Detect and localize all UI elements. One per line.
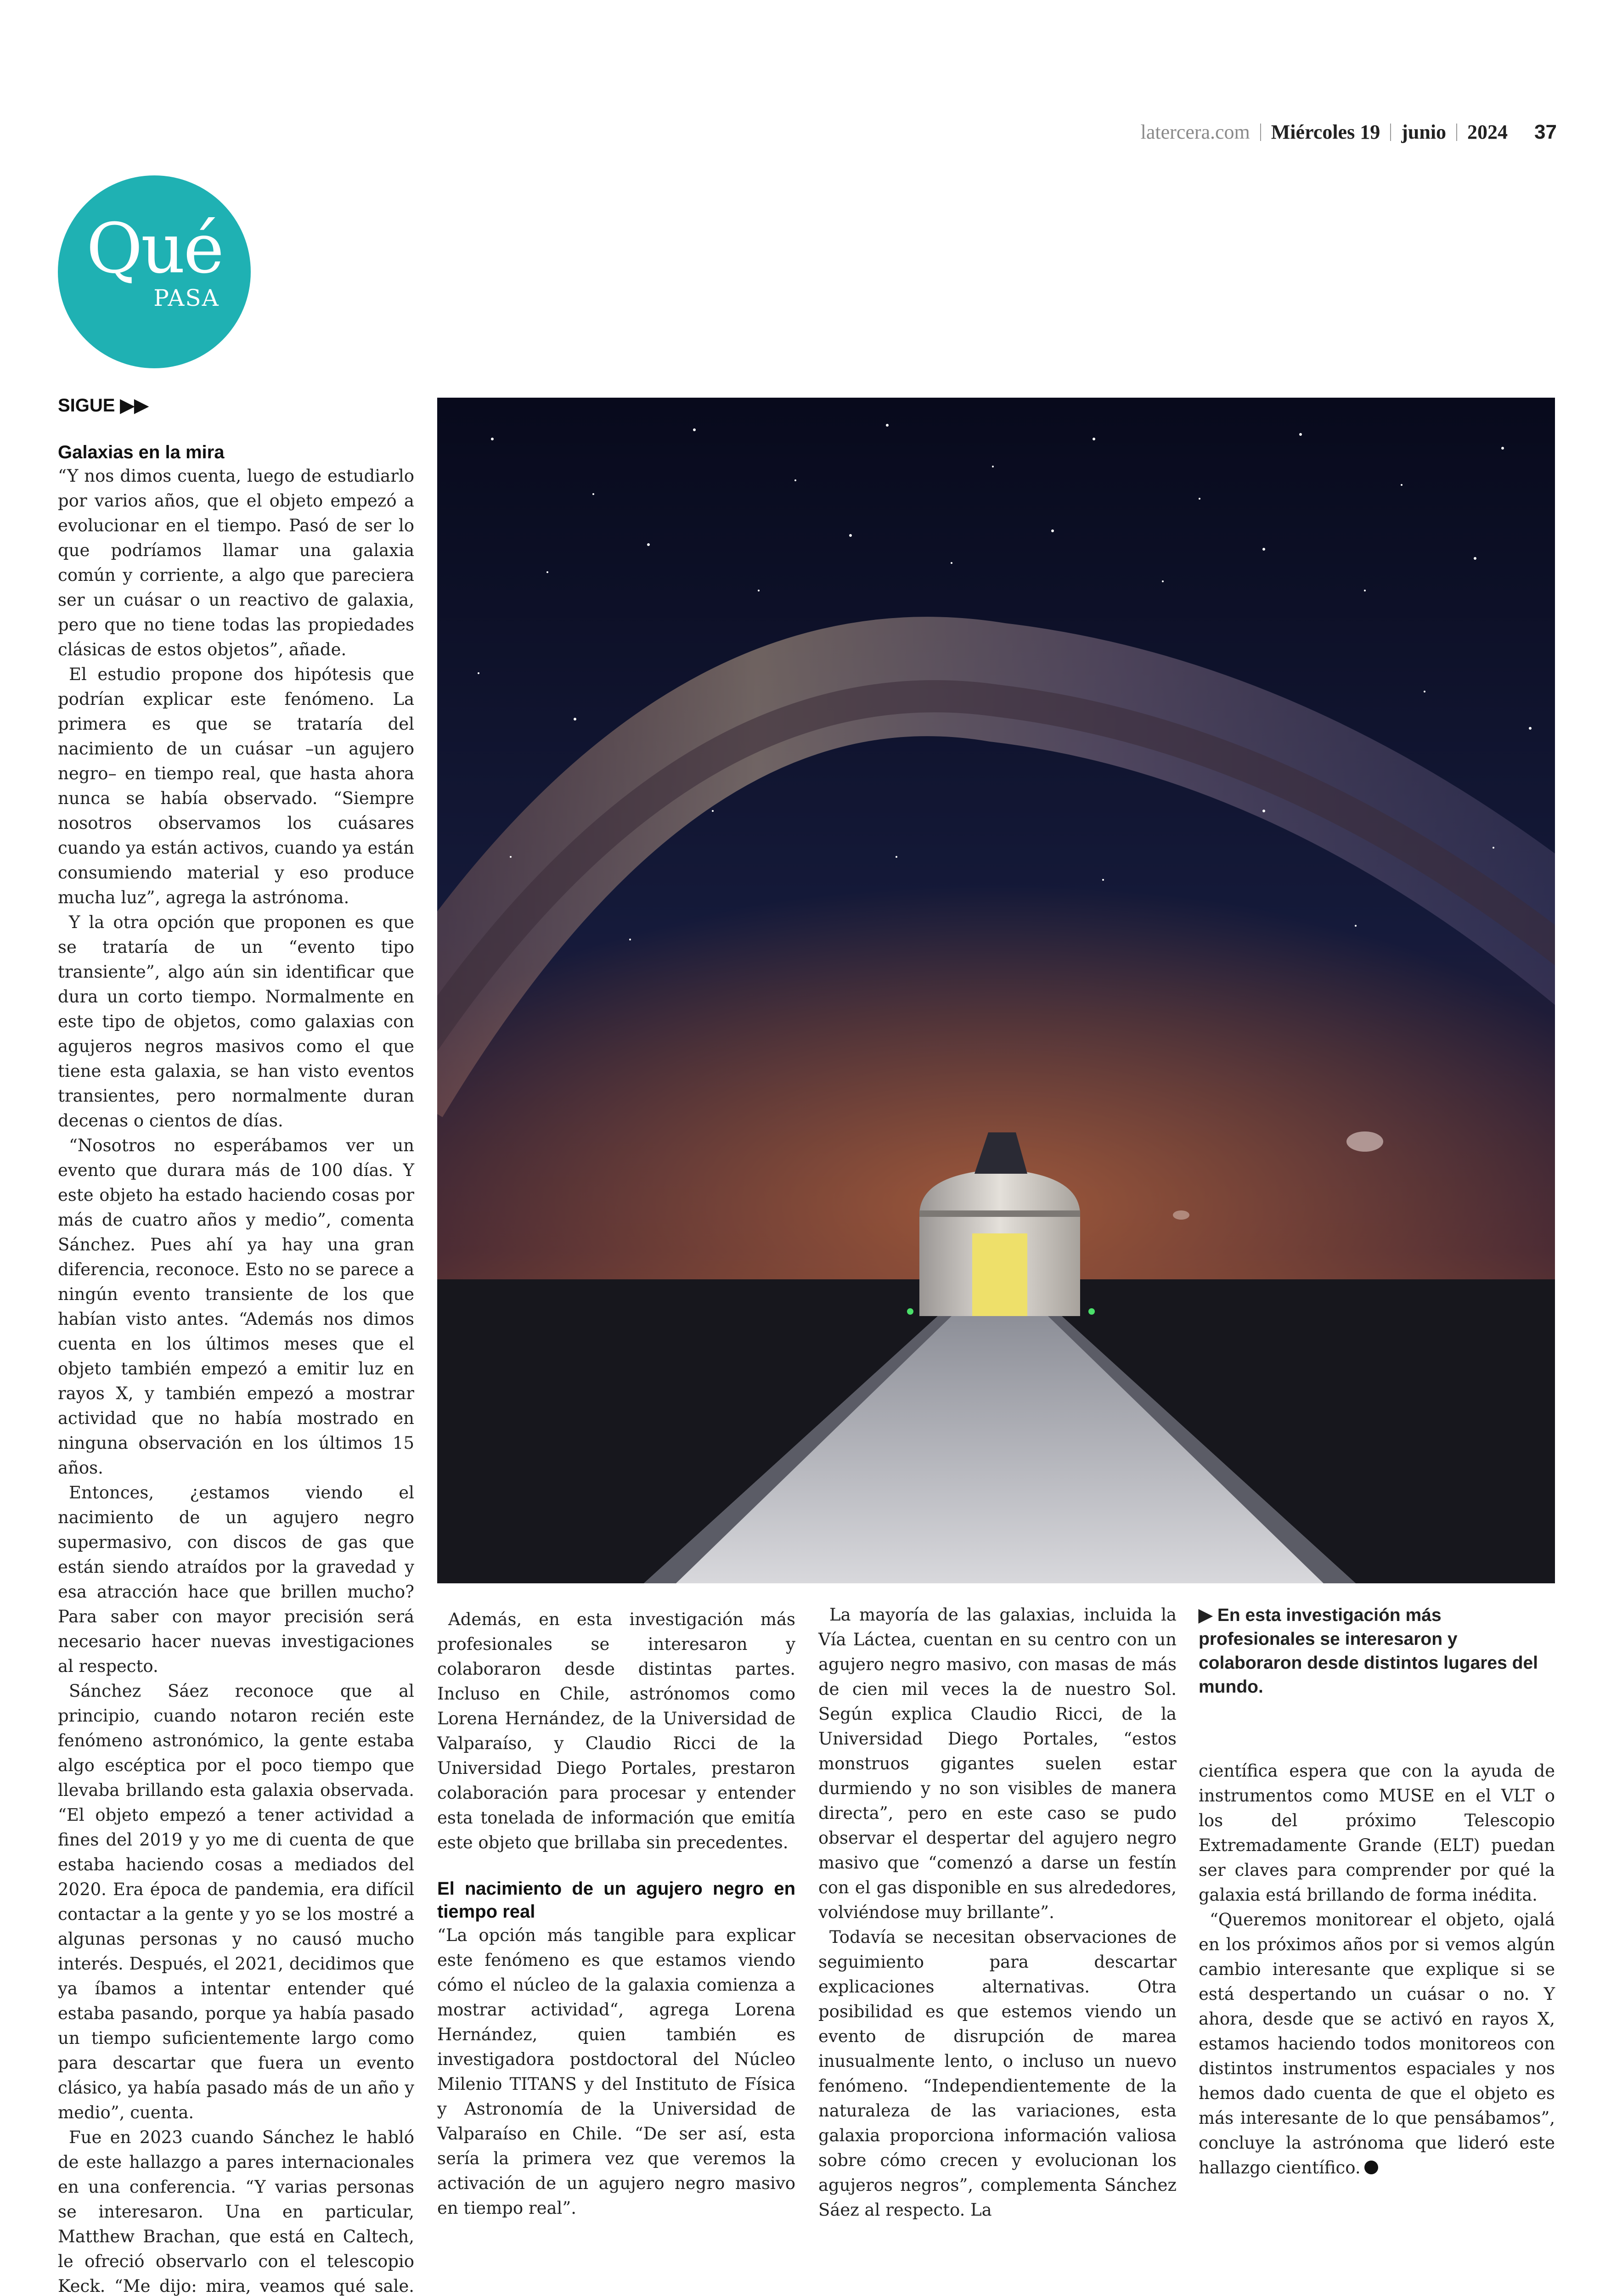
- folio-divider: [1260, 124, 1261, 141]
- logo-word: Qué: [86, 209, 223, 289]
- article-column-3: [818, 1603, 1177, 2223]
- photo-illustration: [437, 398, 1555, 1583]
- body-paragraph: “Nosotros no esperábamos ver un evento que durara más de 100 días. Y este objeto ha estado haciendo cosas por más de cuatro años y medio”, comenta Sánchez. Pues ahí ya hay una gran diferencia, reconoce. Esto no se parece a ningún evento transiente de los que habían visto antes. “Además nos dimos cuenta en los últimos meses que el objeto también empezó a emitir luz en rayos X, y también empezó a mostrar actividad que no había mostrado en ninguna observación en los últimos 15 años.: [58, 1136, 414, 1478]
- section-heading: El nacimiento de un agujero negro en tiempo real: [437, 1879, 795, 1922]
- page-number: 37: [1534, 120, 1557, 143]
- body-paragraph: Sánchez Sáez reconoce que al principio, cuando notaron recién este fenómeno astronómico, la gente estaba algo escéptica por el poco tiempo que llevaba brillando esta galaxia observada. “El objeto empezó a tener actividad a fines del 2019 y yo me di cuenta de que estaba haciendo cosas a mediados del 2020. Era época de pandemia, era difícil contactar a la gente y yo se los mostré a algunas personas y no causó mucho interés. Después, el 2021, decidimos que ya íbamos a intentar entender qué estaba pasando, porque ya había pasado un tiempo suficientemente largo como para descartar que fuera un evento clásico, ya había pasado más de un año y medio”, cuenta.: [58, 1681, 414, 2122]
- logo-subword: PASA: [153, 285, 220, 311]
- folio-divider: [1390, 124, 1391, 141]
- photo-caption: ▶ En esta investigación más profesionales se interesaron y colaboraron desde distintos lugares del mundo.: [1199, 1605, 1538, 1697]
- body-paragraph: El estudio propone dos hipótesis que podrían explicar este fenómeno. La primera es que se trataría del nacimiento de un cuásar –un agujero negro– en tiempo real, que hasta ahora nunca se había observado. “Siempre nosotros observamos los cuásares cuando ya están activos, cuando ya están consumiendo material y eso produce mucha luz”, agrega la astrónoma.: [58, 664, 414, 907]
- body-paragraph: Fue en 2023 cuando Sánchez le habló de este hallazgo a pares internacionales en una conferencia. “Y varias personas se interesaron. Una en particular, Matthew Brachan, que está en Caltech, le ofreció observarlo con el telescopio Keck. “Me dijo: mira, veamos qué sale.: [58, 2127, 414, 2296]
- folio-year: 2024: [1467, 121, 1508, 143]
- body-paragraph: “Y nos dimos cuenta, luego de estudiarlo por varios años, que el objeto empezó a evolucionar en el tiempo. Pasó de ser lo que podríamos llamar una galaxia común y corriente, a algo que pareciera ser un cuásar o un reactivo de galaxia, pero que no tiene todas las propiedades clásicas de estos objetos”, añade.: [58, 466, 414, 659]
- site-name: latercera.com: [1140, 121, 1250, 143]
- body-paragraph: científica espera que con la ayuda de instrumentos como MUSE en el VLT o los del próximo Telescopio Extremadamente Grande (ELT) puedan ser claves para comprender por qué la galaxia está brillando de forma inédita.: [1199, 1761, 1555, 1905]
- body-paragraph: Entonces, ¿estamos viendo el nacimiento de un agujero negro supermasivo, con discos de gas que están siendo atraídos por la gravedad y esa atracción hace que brillen mucho? Para saber con mayor precisión será necesario hacer nuevas investigaciones al respecto.: [58, 1483, 414, 1676]
- folio-divider: [1456, 124, 1457, 141]
- body-paragraph: Todavía se necesitan observaciones de seguimiento para descartar explicaciones alternativas. Otra posibilidad es que estemos viendo un evento de disrupción de marea inusualmente lento, o incluso un nuevo fenómeno. “Independientemente de la naturaleza de las variaciones, esta galaxia proporciona información valiosa sobre cómo crecen y evolucionan los agujeros negros”, complementa Sánchez Sáez al respecto. La: [818, 1927, 1177, 2220]
- milky-way-telescope-photo: [437, 398, 1555, 1583]
- article-column-4: [1199, 1759, 1555, 2180]
- folio-day: Miércoles 19: [1271, 121, 1380, 143]
- body-paragraph: Y la otra opción que proponen es que se trataría de un “evento tipo transiente”, algo aún sin identificar que dura un corto tiempo. Normalmente en este tipo de objetos, como galaxias con agujeros negros masivos como el que tiene esta galaxia, se han visto eventos transientes, pero normalmente duran decenas o cientos de días.: [58, 912, 414, 1131]
- article-column-1: [58, 441, 414, 2296]
- que-pasa-logo: [58, 175, 251, 368]
- body-paragraph: La mayoría de las galaxias, incluida la Vía Láctea, cuentan en su centro con un agujero negro masivo, con masas de más de cien mil veces la de nuestro Sol. Según explica Claudio Ricci, de la Universidad Diego Portales, “estos monstruos gigantes suelen estar durmiendo y no son visibles de manera directa”, pero en este caso se pudo observar el despertar del agujero negro masivo que “comenzó a darse un festín con el gas disponible en sus alrededores, volviéndose muy brillante”.: [818, 1605, 1177, 1922]
- article-column-2: [437, 1607, 795, 2221]
- body-paragraph: “La opción más tangible para explicar este fenómeno es que estamos viendo cómo el núcleo de la galaxia comienza a mostrar actividad“, agrega Lorena Hernández, quien también es investigadora postdoctoral del Núcleo Milenio TITANS y del Instituto de Física y Astronomía de la Universidad de Valparaíso en Chile. “De ser así, esta sería la primera vez que veremos la activación de un agujero negro masivo en tiempo real”.: [437, 1925, 795, 2218]
- section-heading: Galaxias en la mira: [58, 442, 225, 462]
- page-folio: [1141, 120, 1557, 144]
- end-of-article-icon: [1364, 2161, 1378, 2174]
- folio-month: junio: [1401, 121, 1447, 143]
- body-paragraph: Además, en esta investigación más profesionales se interesaron y colaboraron desde distintas partes. Incluso en Chile, astrónomos como Lorena Hernández, de la Universidad de Valparaíso, y Claudio Ricci de la Universidad Diego Portales, prestaron colaboración para procesar y entender esta tonelada de información que emitía este objeto que brillaba sin precedentes.: [437, 1609, 795, 1852]
- section-kicker: SIGUE ▶▶: [58, 395, 149, 416]
- body-paragraph: [1199, 1908, 1555, 2180]
- closing-paragraph-text: “Queremos monitorear el objeto, ojalá en los próximos años por si vemos algún cambio interesante que explique si se está despertando un cuásar o no. Y ahora, desde que se activó en rayos X, estamos haciendo todos monitoreos con distintos instrumentos espaciales y nos hemos dado cuenta de que el objeto es más interesante de lo que pensábamos”, concluye la astrónoma que lideró este hallazgo científico.: [1199, 1910, 1555, 2178]
